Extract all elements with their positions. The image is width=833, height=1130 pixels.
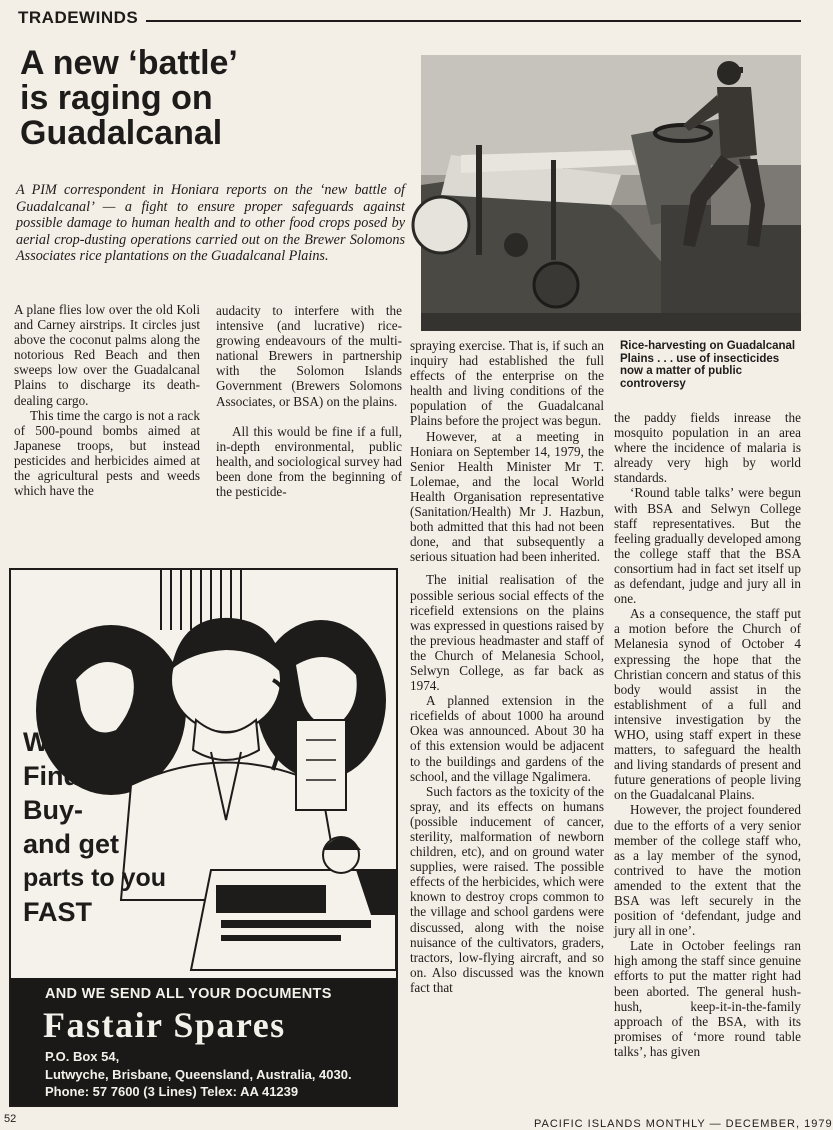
headline-line: A new ‘battle’	[20, 44, 238, 82]
paragraph: A planned extension in the ricefields of about 1000 ha around Okea was announced. About 30 ha of this extension would be adjacent to the buildings and gardens of the school, and the village Ngalimera.	[410, 693, 604, 784]
paragraph: However, the project foundered due to the efforts of a very senior member of the college staff who, as a lay member of the synod, contrived to have the motion amended to the extent that the BSA was left securely in the position of ‘defendant, judge and jury all in one’.	[614, 802, 801, 939]
paragraph: Late in October feelings ran high among the staff since genuine efforts to put the matter right had been aborted. The general hush-hush, keep-it-in-the-family approach of the BSA, with its promises of ‘more round table talks’, has given	[614, 938, 801, 1059]
address-line: Lutwyche, Brisbane, Queensland, Australia, 4030.	[45, 1066, 352, 1082]
advert-brand: Fastair Spares	[43, 1005, 286, 1045]
paragraph: As a consequence, the staff put a motion before the Church of Melanesia synod of October 4 expressing the hope that the Christian concern and status of this body would assist in the establishment of a full and intensive investigation by the WHO, using staff expert in these matters, to safeguard the health and living standards of present and future generations of people living on the Guadalcanal Plains.	[614, 606, 801, 803]
text-column-3	[410, 338, 604, 1114]
paragraph: ‘Round table talks’ were begun with BSA and Selwyn College staff representatives. But the feeling gradually developed among the college staff that the BSA consortium had in fact set itself up as defendant, judge and jury all in one.	[614, 485, 801, 607]
running-title: PACIFIC ISLANDS MONTHLY — DECEMBER, 1979	[534, 1118, 833, 1130]
harvester-photo	[421, 55, 801, 331]
page-number: 52	[4, 1113, 17, 1125]
paragraph: Such factors as the toxicity of the spray, and its effects on humans (possible inducement of cancer, sterility, malformation of newborn children, etc), and on ground water supplies, were raised. The possible effects of the herbicides, which were known to destroy crops common to the village and school gardens were discussed, along with the noise nuisance of the cultivators, graders, tractors, low-flying aircraft, and so on. Also discussed was the known fact that	[410, 783, 604, 995]
address-line: Phone: 57 7600 (3 Lines) Telex: AA 41239	[45, 1084, 299, 1099]
paragraph: A plane flies low over the old Koli and Carney airstrips. It circles just above the coconut palms along the notorious Red Beach and then sweeps low over the Guadalcanal Plains to discharge its death-dealing cargo.	[14, 302, 200, 408]
advert-address	[45, 1048, 352, 1101]
slogan-line: We	[23, 727, 64, 757]
section-rule	[146, 20, 801, 22]
headline-line: is raging on	[20, 79, 213, 117]
paragraph: The initial realisation of the possible serious social effects of the ricefield extensions on the plains was expressed in questions raised by the previous headmaster and staff of the Church of Melanesia School, Selwyn College, as far back as 1974.	[410, 572, 604, 694]
article-intro: A PIM correspondent in Honiara reports on the ‘new battle of Guadalcanal’ — a fight to ensure proper safeguards against possible damage to human health and to other food crops posed by aerial crop-dusting operations carried out on the Brewer Solomons Associates rice plantations on the Guadalcanal Plains.	[16, 182, 405, 265]
text-column-4	[614, 410, 801, 1114]
fastair-advertisement	[9, 568, 398, 1107]
slogan-line: parts to you	[23, 864, 167, 892]
address-line: P.O. Box 54,	[45, 1049, 120, 1064]
paragraph: spraying exercise. That is, if such an inquiry had established the full effects of the enterprise on the health and living conditions of the population of the Guadalcanal Plains before the project was begun.	[410, 338, 604, 429]
paragraph: However, at a meeting in Honiara on September 14, 1979, the Senior Health Minister Mr T. Lolemae, and the local World Health Organisation representative (Sanitation/Health) Mr J. Hazbun, both admitted that this had not been done, and that subsequently a serious situation had been inherited.	[410, 428, 604, 565]
headline	[20, 46, 340, 151]
slogan-line: Buy-	[23, 795, 83, 825]
paragraph: All this would be fine if a full, in-depth environmental, public health, and sociological survey had been done from the beginning of the pesticide-	[216, 423, 402, 500]
paragraph: This time the cargo is not a rack of 500-pound bombs aimed at Japanese troops, but instead pesticides and herbicides aimed at the agricultural pests and weeds which have the	[14, 407, 200, 499]
advert-footer-panel	[11, 978, 396, 1105]
advert-tagline: AND WE SEND ALL YOUR DOCUMENTS	[45, 986, 332, 1002]
section-tag: TRADEWINDS	[18, 8, 139, 27]
headline-line: Guadalcanal	[20, 114, 223, 152]
slogan-line: Find-	[23, 761, 89, 791]
text-column-2	[216, 303, 402, 535]
slogan-line: and get	[23, 829, 120, 859]
text-column-1	[14, 302, 200, 534]
paragraph: the paddy fields inrease the mosquito population in an area where the incidence of malaria is already very high by world standards.	[614, 410, 801, 486]
paragraph: audacity to interfere with the intensive (and lucrative) rice-growing endeavours of the multi-national Brewers in partnership with the Solomon Islands Government (Brewers Solomons Associates, or BSA) on the plains.	[216, 303, 402, 409]
slogan-line: FAST	[23, 897, 93, 927]
advert-slogan	[23, 725, 223, 929]
photo-caption: Rice-harvesting on Guadalcanal Plains . . . use of insecticides now a matter of public controversy	[620, 340, 796, 390]
